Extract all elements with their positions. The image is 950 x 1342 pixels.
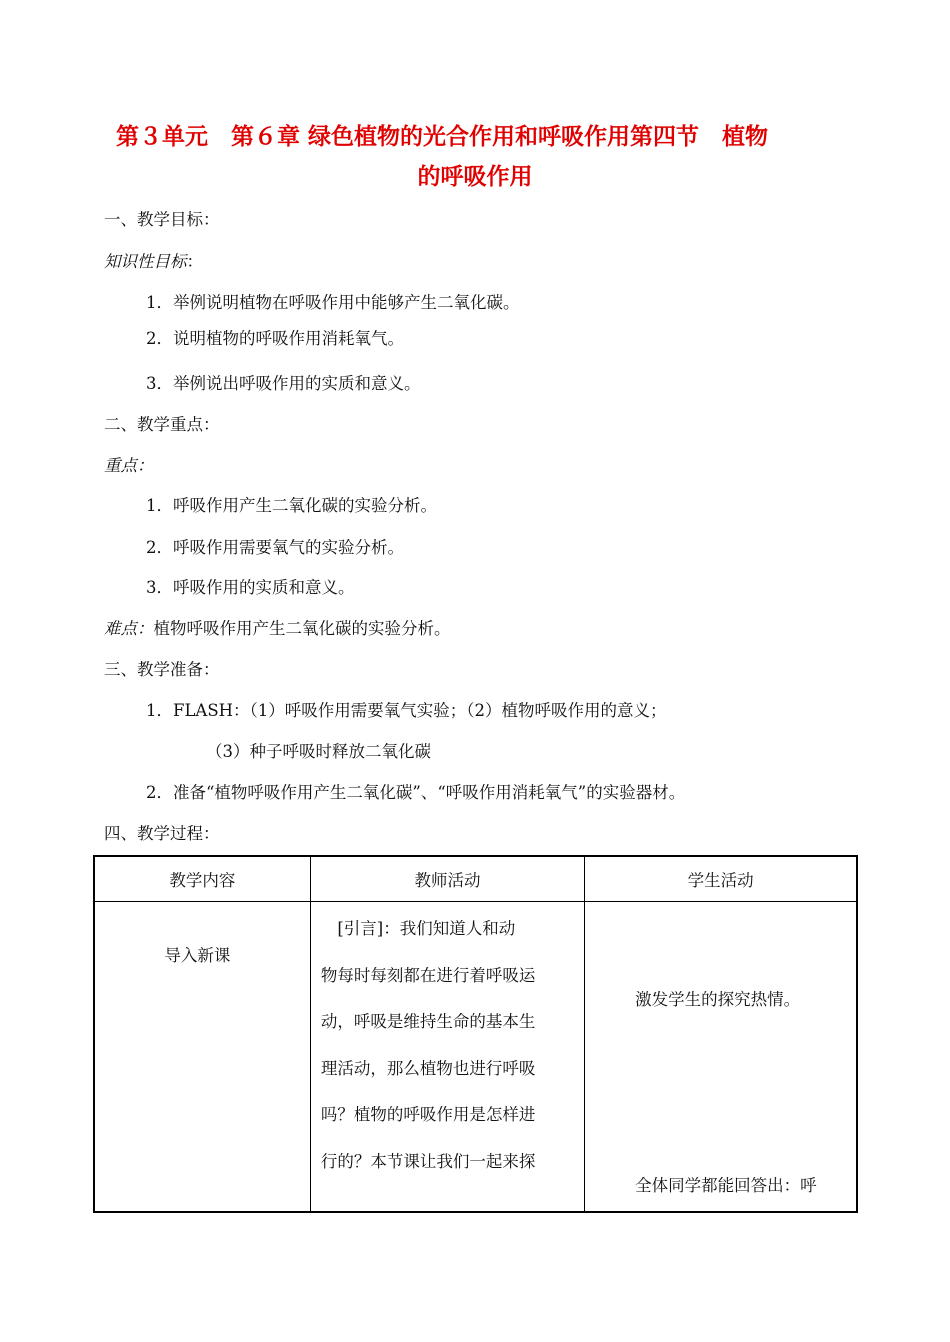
row1-content-cell	[94, 902, 310, 1212]
teacher-line-3: 动，呼吸是维持生命的基本生	[320, 1012, 536, 1031]
table-header-row	[94, 856, 857, 902]
row1-student-cell	[585, 902, 857, 1212]
teacher-line-6: 行的？本节课让我们一起来探	[320, 1151, 536, 1171]
header-student: 学生活动	[585, 856, 857, 902]
section1-item-1: 1．举例说明植物在呼吸作用中能够产生二氧化碳。	[146, 293, 520, 312]
section3-item1-line2: （3）种子呼吸时释放二氧化碳	[206, 742, 431, 761]
section1-sub-label: 知识性目标	[104, 252, 187, 271]
section3-item2: 2．准备“植物呼吸作用产生二氧化碳”、“呼吸作用消耗氧气”的实验器材。	[146, 783, 686, 802]
section3-heading: 三、教学准备：	[104, 660, 220, 679]
teaching-process-table	[93, 855, 858, 1213]
teacher-line-5: 吗？植物的呼吸作用是怎样进	[320, 1105, 536, 1124]
section1-subheading	[104, 248, 203, 272]
section3-item1-line1: 1．FLASH：（1）呼吸作用需要氧气实验；（2）植物呼吸作用的意义；	[146, 701, 667, 720]
student-line-1: 激发学生的探究热情。	[635, 990, 801, 1009]
section1-item-2: 2．说明植物的呼吸作用消耗氧气。	[146, 329, 404, 348]
section1-sub-colon: ：	[186, 252, 203, 271]
header-teacher: 教师活动	[310, 856, 584, 902]
table-row	[94, 902, 857, 1212]
section2-subheading: 重点：	[104, 456, 154, 475]
document-title-line2: 的呼吸作用	[417, 164, 533, 190]
section4-heading: 四、教学过程：	[104, 824, 220, 843]
section2-item-3: 3．呼吸作用的实质和意义。	[146, 578, 355, 597]
section2-item-2: 2．呼吸作用需要氧气的实验分析。	[146, 538, 404, 557]
difficult-text: 植物呼吸作用产生二氧化碳的实验分析。	[153, 619, 451, 638]
difficult-label: 难点：	[104, 619, 154, 638]
section2-heading: 二、教学重点：	[104, 415, 220, 434]
teacher-line-4: 理活动，那么植物也进行呼吸	[320, 1058, 536, 1078]
teacher-line-2: 物每时每刻都在进行着呼吸运	[320, 965, 536, 985]
section1-item-3: 3．举例说出呼吸作用的实质和意义。	[146, 374, 421, 393]
teacher-line-1: [引言]：我们知道人和动	[320, 919, 516, 938]
section2-difficult	[104, 615, 451, 639]
row1-teacher-cell	[310, 902, 584, 1212]
row1-content: 导入新课	[164, 946, 231, 965]
section1-heading: 一、教学目标：	[104, 210, 220, 229]
document-title-line1: 第３单元 第６章 绿色植物的光合作用和呼吸作用第四节 植物	[116, 124, 769, 150]
header-content: 教学内容	[94, 856, 310, 902]
student-line-2: 全体同学都能回答出：呼	[635, 1176, 817, 1195]
section2-item-1: 1．呼吸作用产生二氧化碳的实验分析。	[146, 496, 437, 515]
